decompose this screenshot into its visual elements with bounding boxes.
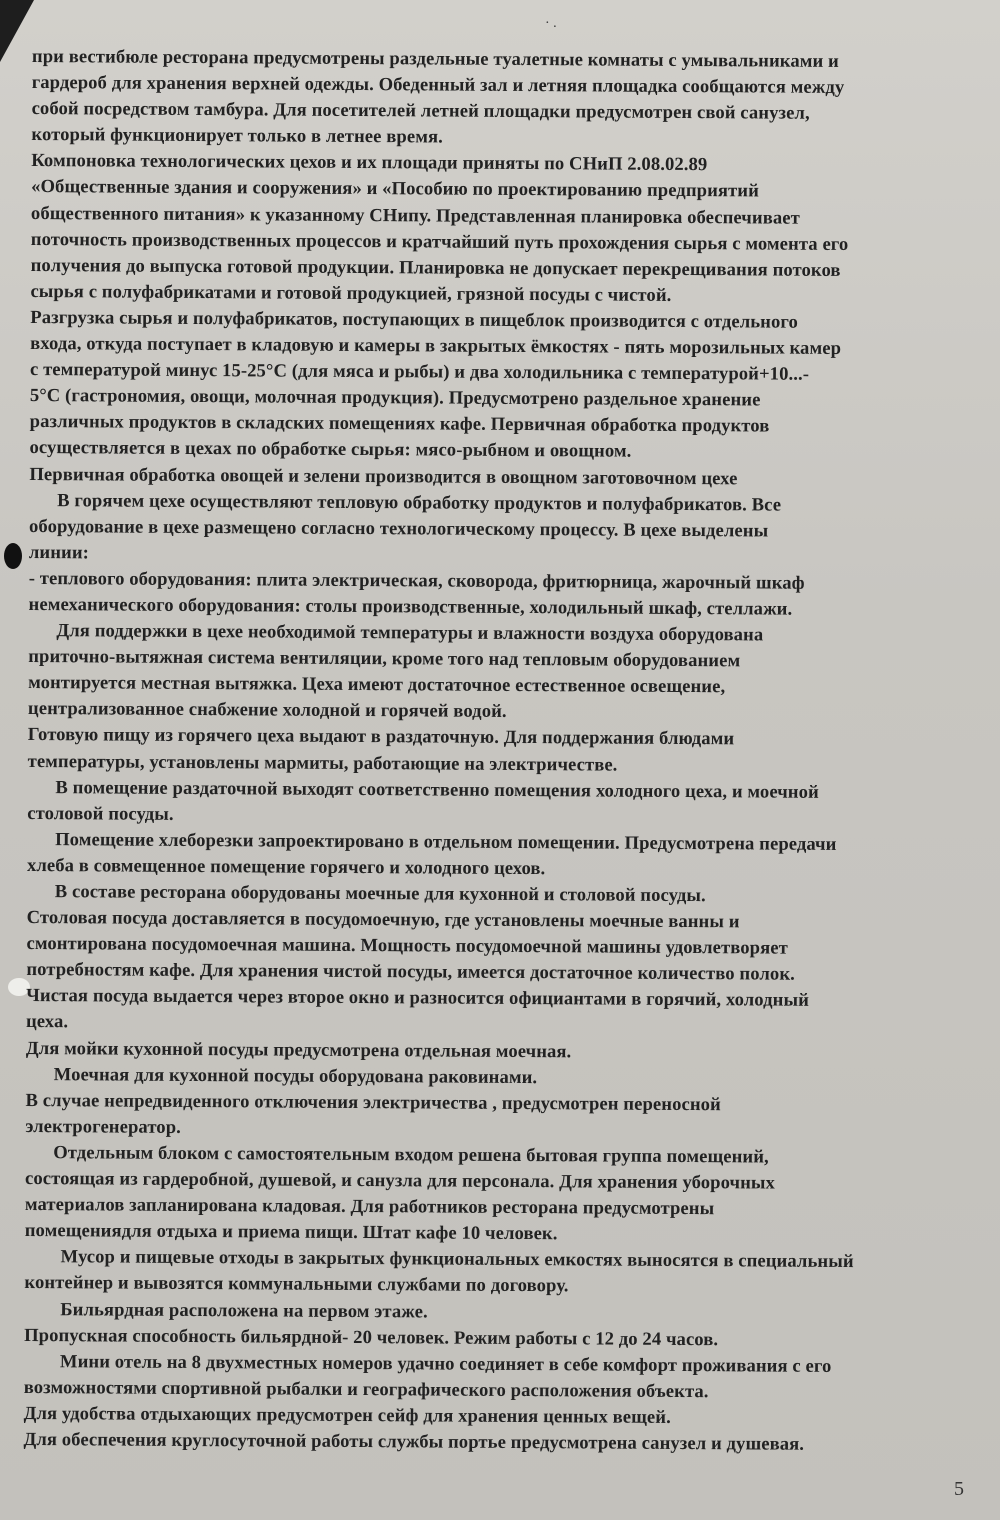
text-line: оборудование в цехе размещено согласно технологическому процессу. В цехе выделены [28, 515, 769, 542]
text-line: Бильярдная расположена на первом этаже. [60, 1298, 428, 1322]
text-line: Первичная обработка овощей и зелени производится в овощном заготовочном цехе [29, 463, 738, 489]
text-line: Чистая посуда выдается через второе окно и разносится официантами в горячий, холодный [26, 985, 810, 1012]
text-line: Моечная для кухонной посуды оборудована раковинами. [53, 1063, 538, 1088]
text-line: приточно-вытяжная система вентиляции, кроме того над тепловым оборудованием [28, 646, 741, 672]
text-line: общественного питания» к указанному СНипу. Представленная планировка обеспечивает [30, 202, 800, 229]
text-line: Готовую пищу из горячего цеха выдают в раздаточную. Для поддержания блюдами [27, 724, 735, 750]
punch-hole [4, 543, 22, 569]
text-line: температуры, установлены мармиты, работающие на электричестве. [27, 750, 618, 776]
text-line: материалов запланирована кладовая. Для работников ресторана предусмотрены [24, 1194, 715, 1220]
text-line: Для удобства отдыхающих предусмотрен сейф для хранения ценных вещей. [23, 1402, 671, 1428]
text-line: входа, откуда поступает в кладовую и камеры в закрытых ёмкостях - пять морозильных камер [30, 333, 842, 359]
text-line: Мусор и пищевые отходы в закрытых функциональных емкостях выносятся в специальный [60, 1246, 854, 1273]
text-line: Столовая посуда доставляется в посудомоечную, где установлены моечные ванны и [26, 907, 740, 933]
text-line: возможностями спортивной рыбалки и географического расположения объекта. [23, 1376, 709, 1402]
text-line: Для поддержки в цехе необходимой температуры и влажности воздуха оборудована [56, 620, 764, 646]
body-text [23, 44, 968, 1459]
text-line: контейнер и вывозятся коммунальными службами по договору. [24, 1272, 569, 1297]
text-line: собой посредством тамбура. Для посетителей летней площадки предусмотрен свой санузел, [31, 98, 810, 124]
text-line: централизованное снабжение холодной и горячей водой. [27, 698, 507, 723]
text-line: хлеба в совмещенное помещение горячего и холодного цехов. [26, 854, 546, 880]
text-line: осуществляется в цехах по обработке сырья: мясо-рыбном и овощном. [29, 437, 632, 463]
text-line: при вестибюле ресторана предусмотрены раздельные туалетные комнаты с умывальниками и [31, 45, 839, 72]
text-line: столовой посуды. [27, 802, 174, 825]
text-line: Для обеспечения круглосуточной работы службы портье предусмотрена санузел и душевая. [23, 1428, 805, 1455]
text-line: Помещение хлеборезки запроектировано в отдельном помещении. Предусмотрена передачи [55, 828, 837, 855]
text-line: В горячем цехе осуществляют тепловую обработку продуктов и полуфабрикатов. Все [57, 489, 782, 516]
text-line: В помещение раздаточной выходят соответственно помещения холодного цеха, и моечной [55, 776, 819, 803]
text-line: 5°С (гастрономия, овощи, молочная продукция). Предусмотрено раздельное хранение [29, 385, 761, 411]
text-line: смонтирована посудомоечная машина. Мощность посудомоечной машины удовлетворяет [26, 933, 788, 959]
text-line: гардероб для хранения верхней одежды. Обеденный зал и летняя площадка сообщаются между [31, 72, 845, 99]
text-line: поточность производственных процессов и кратчайший путь прохождения сырья с момента его [30, 228, 849, 255]
text-line: монтируется местная вытяжка. Цеха имеют достаточное естественное освещение, [28, 672, 726, 698]
page-corner-shadow [0, 0, 34, 62]
text-line: Для мойки кухонной посуды предусмотрена отдельная моечная. [25, 1037, 572, 1062]
text-line: потребностям кафе. Для хранения чистой посуды, имеется достаточное количество полок. [26, 959, 795, 985]
text-line: с температурой минус 15-25°С (для мяса и рыбы) и два холодильника с температурой+10...- [29, 359, 810, 385]
scan-dots: · . [545, 16, 557, 31]
text-line: - теплового оборудования: плита электрическая, сковорода, фритюрница, жарочный шкаф [28, 567, 805, 594]
text-line: который функционирует только в летнее время. [31, 124, 443, 148]
text-line: различных продуктов в складских помещениях кафе. Первичная обработка продуктов [29, 411, 770, 437]
text-line: сырья с полуфабрикатами и готовой продукцией, грязной посуды с чистой. [30, 280, 672, 306]
text-line: Отдельным блоком с самостоятельным входом решена бытовая группа помещений, [53, 1142, 769, 1168]
text-line: состоящая из гардеробной, душевой, и санузла для персонала. Для хранения уборочных [25, 1168, 776, 1194]
text-line: получения до выпуска готовой продукции. Планировка не допускает перекрещивания потоков [30, 254, 841, 281]
text-line: цеха. [25, 1011, 69, 1033]
text-line: электрогенератор. [25, 1115, 181, 1138]
text-line: В составе ресторана оборудованы моечные для кухонной и столовой посуды. [54, 881, 706, 907]
text-line: Пропускная способность бильярдной- 20 человек. Режим работы с 12 до 24 часов. [24, 1324, 719, 1350]
text-line: «Общественные здания и сооружения» и «Пособию по проектированию предприятий [31, 176, 760, 202]
text-line: Разгрузка сырья и полуфабрикатов, поступающих в пищеблок производится с отдельного [30, 306, 798, 333]
text-line: немеханического оборудования: столы производственные, холодильный шкаф, стеллажи. [28, 593, 793, 620]
page-number: 5 [954, 1478, 964, 1500]
text-line: В случае непредвиденного отключения электричества , предусмотрен переносной [25, 1089, 721, 1115]
text-line: линии: [28, 541, 90, 564]
text-line: помещениядля отдыха и приема пищи. Штат кафе 10 человек. [24, 1220, 558, 1245]
text-line: Компоновка технологических цехов и их площади приняты по СНиП 2.08.02.89 [31, 150, 708, 176]
text-line: Мини отель на 8 двухместных номеров удачно соединяет в себе комфорт проживания с его [59, 1350, 832, 1377]
